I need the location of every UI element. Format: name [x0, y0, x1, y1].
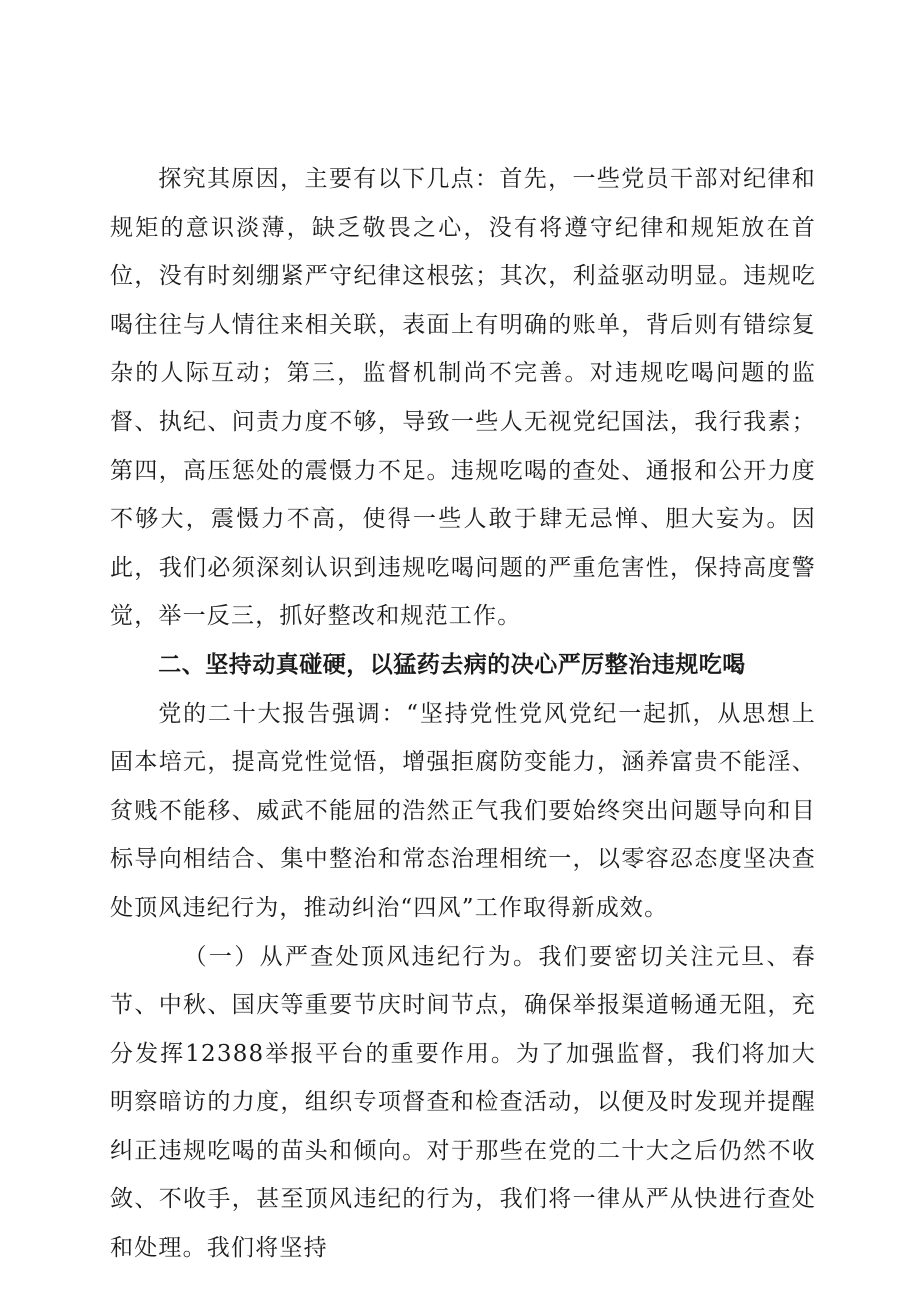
- paragraph-subsection-1: （一）从严查处顶风违纪行为。我们要密切关注元旦、春节、中秋、国庆等重要节庆时间节点，确保举报渠道畅通无阻，充分发挥12388举报平台的重要作用。为了加强监督，我们将加大明察暗访的力度，组织专项督查和检查活动，以便及时发现并提醒纠正违规吃喝的苗头和倾向。对于那些在党的二十大之后仍然不收敛、不收手，甚至顶风违纪的行为，我们将一律从严从快进行查处和处理。我们将坚持: [110, 943, 816, 1262]
- paragraph-report-quote: 党的二十大报告强调：“坚持党性党风党纪一起抓，从思想上固本培元，提高党性觉悟，增强拒腐防变能力，涵养富贵不能淫、贫贱不能移、威武不能屈的浩然正气我们要始终突出问题导向和目标导向相结合、集中整治和常态治理相统一，以零容忍态度坚决查处顶风违纪行为，推动纠治“四风”工作取得新成效。: [110, 700, 816, 921]
- section-heading: 二、坚持动真碰硬，以猛药去病的决心严厉整治违规吃喝: [158, 651, 746, 678]
- document-body: [110, 155, 816, 1273]
- paragraph-causes: 探究其原因，主要有以下几点：首先，一些党员干部对纪律和规矩的意识淡薄，缺乏敬畏之心，没有将遵守纪律和规矩放在首位，没有时刻绷紧严守纪律这根弦；其次，利益驱动明显。违规吃喝往往与人情往来相关联，表面上有明确的账单，背后则有错综复杂的人际互动；第三，监督机制尚不完善。对违规吃喝问题的监督、执纪、问责力度不够，导致一些人无视党纪国法，我行我素；第四，高压惩处的震慑力不足。违规吃喝的查处、通报和公开力度不够大，震慑力不高，使得一些人敢于肆无忌惮、胆大妄为。因此，我们必须深刻认识到违规吃喝问题的严重危害性，保持高度警觉，举一反三，抓好整改和规范工作。: [110, 166, 816, 630]
